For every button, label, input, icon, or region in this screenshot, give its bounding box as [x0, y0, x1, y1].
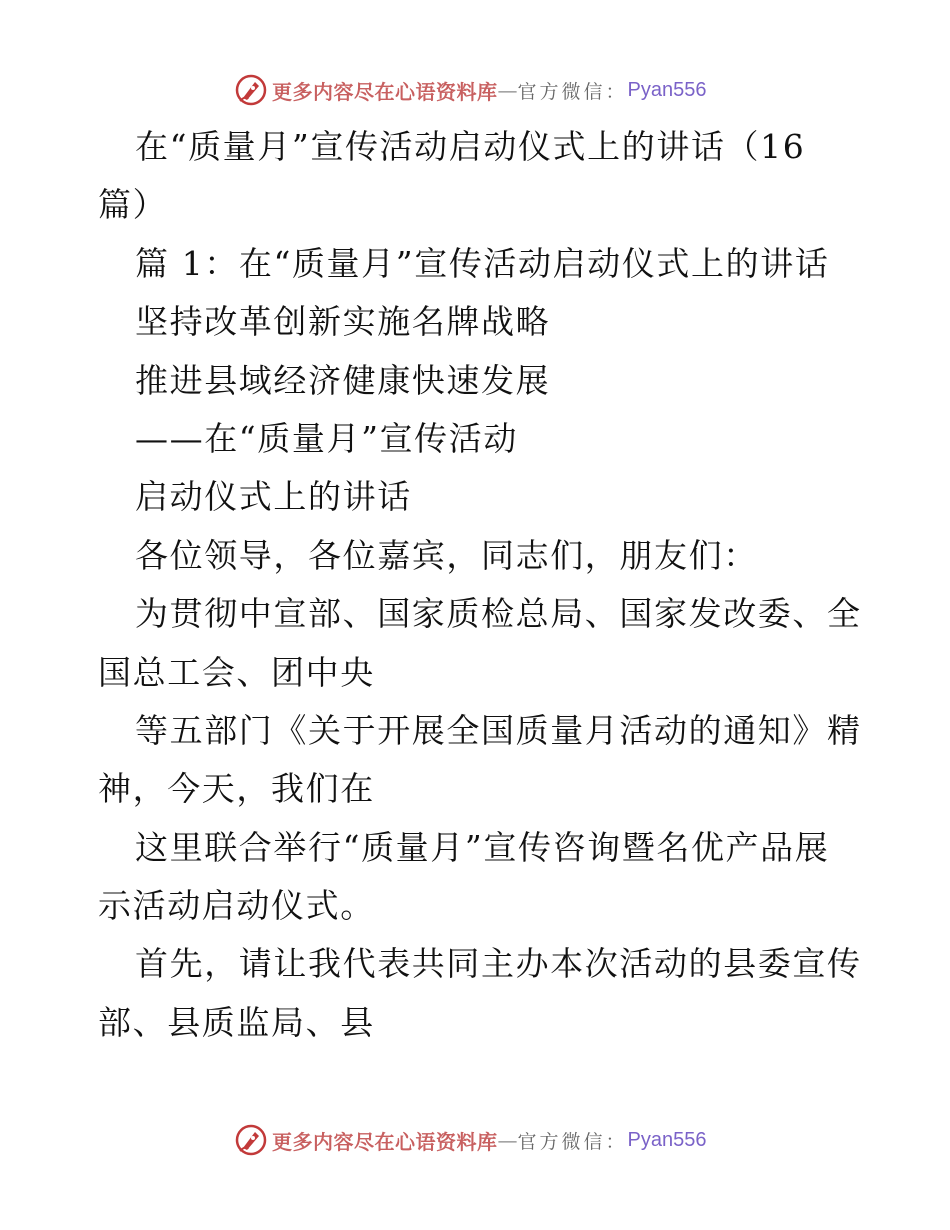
document-line: 部、县质监局、县: [98, 1002, 375, 1042]
document-line: 推进县域经济健康快速发展: [135, 360, 551, 400]
document-line: 国总工会、团中央: [98, 652, 375, 692]
document-line: 篇 1：在“质量月”宣传活动启动仪式上的讲话: [135, 243, 830, 283]
header-watermark: [234, 72, 706, 108]
watermark-main-text: 更多内容尽在心语资料库: [272, 1129, 498, 1154]
pen-nib-circle-icon: [234, 73, 268, 107]
document-line: 神，今天，我们在: [98, 769, 375, 809]
document-line: 首先，请让我代表共同主办本次活动的县委宣传: [135, 944, 862, 984]
pen-nib-circle-icon: [234, 1123, 268, 1157]
watermark-separator: —: [497, 78, 518, 102]
document-line: 各位领导，各位嘉宾，同志们，朋友们：: [135, 535, 758, 575]
document-line: 等五部门《关于开展全国质量月活动的通知》精: [135, 710, 862, 750]
watermark-label: 官方微信：: [517, 80, 628, 103]
watermark-separator: —: [497, 1128, 518, 1152]
document-line: 示活动启动仪式。: [98, 886, 375, 926]
document-line: 在“质量月”宣传活动启动仪式上的讲话（16: [135, 127, 806, 166]
document-body: [98, 118, 862, 1052]
document-line: 坚持改革创新实施名牌战略: [135, 302, 551, 342]
document-line: 篇）: [98, 185, 168, 225]
watermark-wechat-id: Pyan556: [627, 78, 707, 101]
footer-watermark: [234, 1122, 706, 1158]
document-line: 为贯彻中宣部、国家质检总局、国家发改委、全: [135, 594, 862, 634]
watermark-wechat-id: Pyan556: [627, 1128, 707, 1151]
document-line: ——在“质量月”宣传活动: [135, 418, 518, 458]
document-line: 这里联合举行“质量月”宣传咨询暨名优产品展: [135, 827, 830, 867]
document-line: 启动仪式上的讲话: [135, 477, 412, 517]
watermark-main-text: 更多内容尽在心语资料库: [272, 79, 498, 104]
watermark-label: 官方微信：: [517, 1130, 628, 1153]
